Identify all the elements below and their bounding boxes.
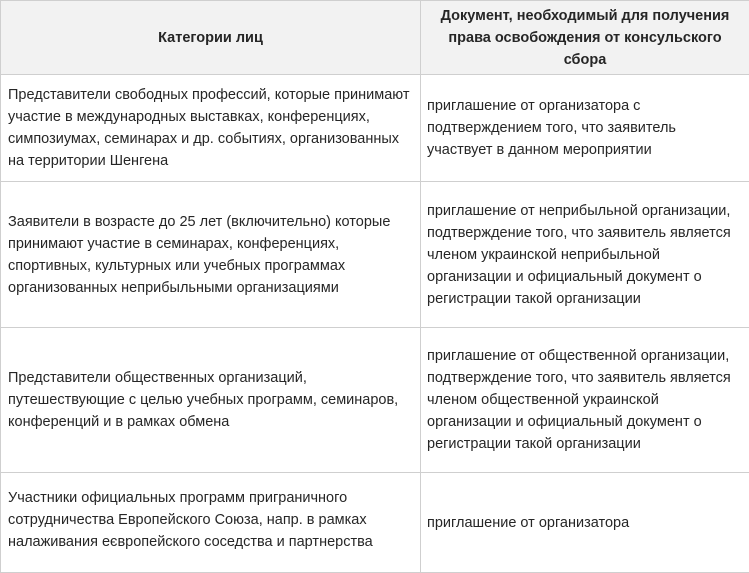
cell-category: Участники официальных программ приграничного сотрудничества Европейского Союза, напр. в рамках налаживания еєвропейского соседства и партнерства: [1, 473, 421, 573]
header-document: Документ, необходимый для получения права освобождения от консульского сбора: [421, 1, 749, 75]
table-row: [1, 473, 749, 573]
cell-document: приглашение от неприбыльной организации, подтверждение того, что заявитель является членом украинской неприбыльной организации и официальный документ о регистрации такой организации: [421, 182, 749, 328]
table-row: [1, 328, 749, 473]
cell-category: Представители свободных профессий, которые принимают участие в международных выставках, конференциях, симпозиумах, семинарах и др. событиях, организованных на территории Шенгена: [1, 75, 421, 182]
cell-document: приглашение от общественной организации, подтверждение того, что заявитель является членом общественной украинской организации и официальный документ о регистрации такой организации: [421, 328, 749, 473]
table-row: [1, 182, 749, 328]
cell-category: Представители общественных организаций, путешествующие с целью учебных программ, семинаров, конференций и в рамках обмена: [1, 328, 421, 473]
cell-document: приглашение от организатора с подтверждением того, что заявитель участвует в данном мероприятии: [421, 75, 749, 182]
header-category: Категории лиц: [1, 1, 421, 75]
cell-document: приглашение от организатора: [421, 473, 749, 573]
table-header-row: [1, 1, 749, 75]
cell-category: Заявители в возрасте до 25 лет (включительно) которые принимают участие в семинарах, конференциях, спортивных, культурных или учебных программах организованных неприбыльными организациями: [1, 182, 421, 328]
table-row: [1, 75, 749, 182]
